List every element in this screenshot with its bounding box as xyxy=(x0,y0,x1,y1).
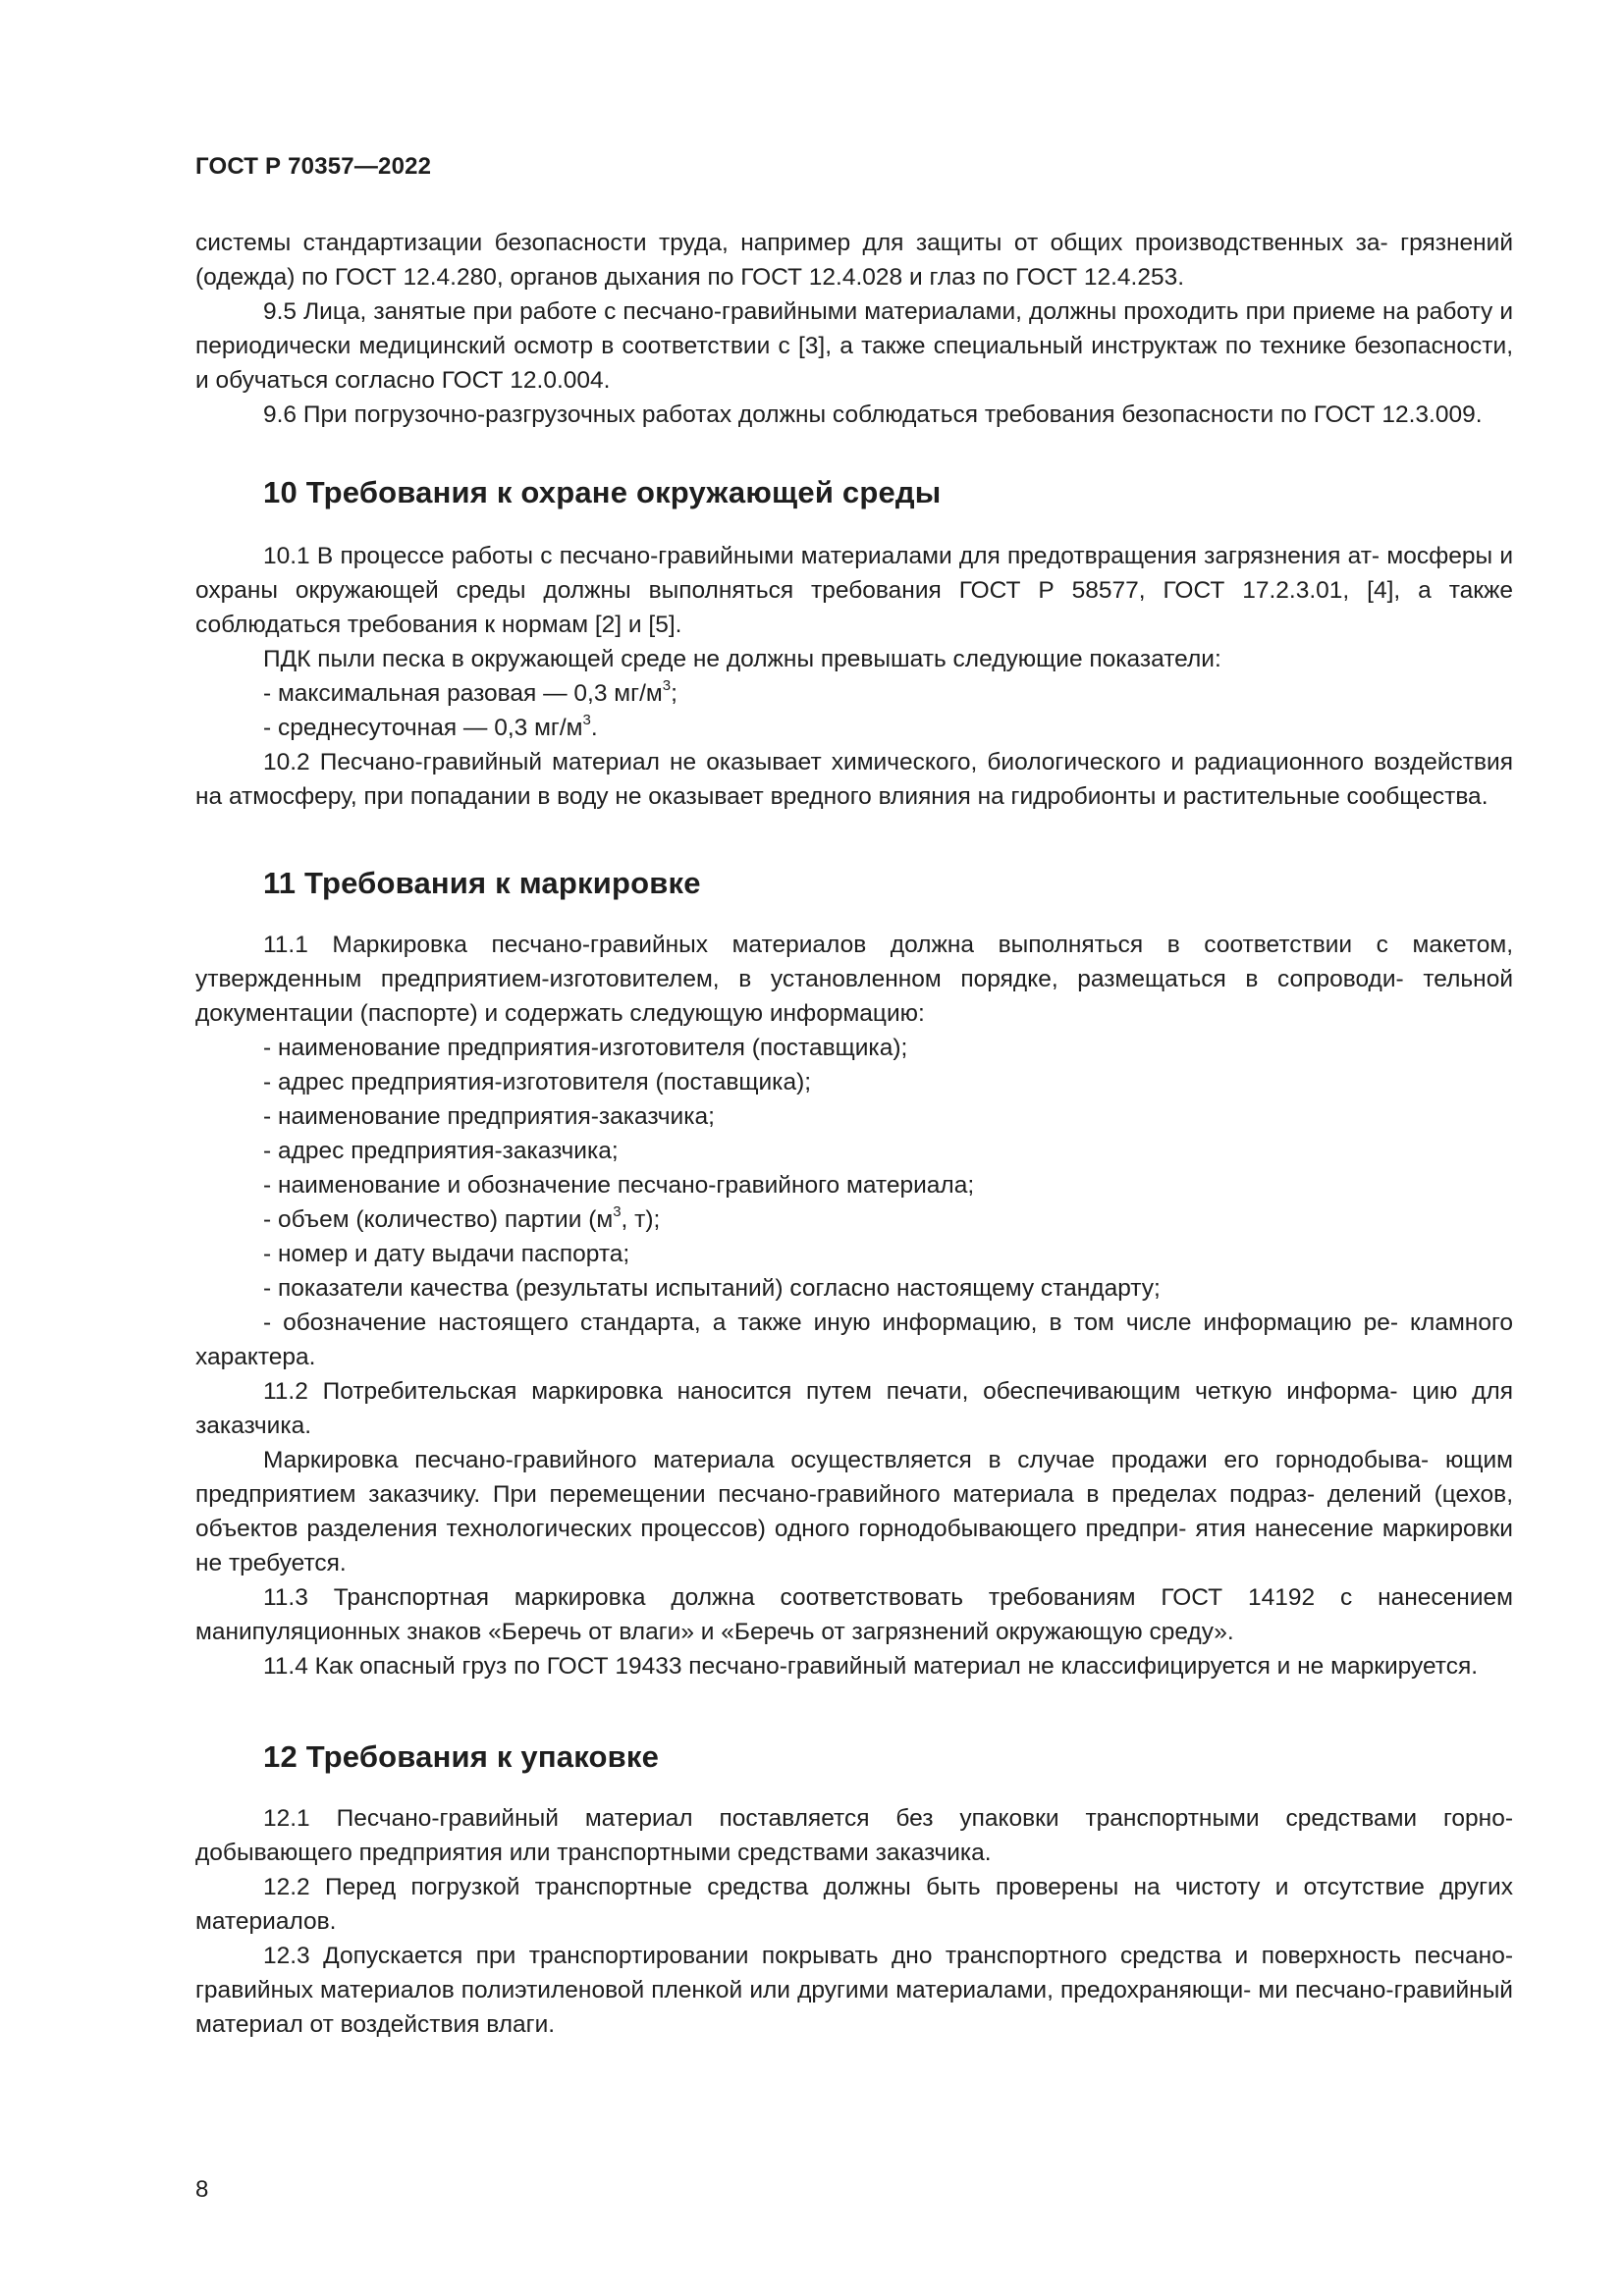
text-line: 11.2 Потребительская маркировка наносится путем печати, обеспечивающим четкую информа- xyxy=(263,1378,1398,1405)
text-line: кламного характера. xyxy=(195,1309,1513,1370)
section-12-heading: 12 Требования к упаковке xyxy=(263,1739,660,1774)
pdk-avg-item xyxy=(195,711,1513,745)
list-item: - наименование предприятия-изготовителя (поставщика); xyxy=(263,1035,908,1061)
punctuation: . xyxy=(590,715,598,741)
paragraph-10-2 xyxy=(195,745,1513,814)
text-line: 10.1 В процессе работы с песчано-гравийными материалами для предотвращения загрязнения ат- xyxy=(263,543,1380,569)
document-body xyxy=(195,226,1513,2042)
paragraph-10-1 xyxy=(195,539,1513,642)
paragraph-11-2-marking xyxy=(195,1443,1513,1580)
text-line: ГОСТ 12.3.009. xyxy=(1313,401,1483,428)
text-line: ми песчано-гравийный материал от воздействия влаги. xyxy=(195,1977,1513,2038)
page-number: 8 xyxy=(195,2176,209,2203)
text-line: добывающего предприятия или транспортными средствами заказчика. xyxy=(195,1840,992,1866)
paragraph-11-4 xyxy=(195,1649,1513,1683)
text-line: Маркировка песчано-гравийного материала осуществляется в случае продажи его горнодобыва- xyxy=(263,1447,1430,1473)
section-11-heading: 11 Требования к маркировке xyxy=(263,866,701,900)
text-line: цию для заказчика. xyxy=(195,1378,1513,1439)
volume-text-end: , т); xyxy=(621,1206,661,1233)
text-line: - обозначение настоящего стандарта, а также иную информацию, в том числе информацию ре- xyxy=(263,1309,1399,1336)
list-item: - наименование предприятия-заказчика; xyxy=(263,1103,715,1130)
text-line: 12.1 Песчано-гравийный материал поставляется без упаковки транспортными средствами горно- xyxy=(263,1805,1513,1832)
standard-designation: ГОСТ Р 70357—2022 xyxy=(195,153,432,180)
text-line: на работу и периодически медицинский осмотр в соответствии с [3], а также специальный инструктаж xyxy=(195,298,1513,359)
text-line: других материалов. xyxy=(195,1874,1513,1935)
text-line: 12.2 Перед погрузкой транспортные средства должны быть проверены на чистоту и отсутствие xyxy=(263,1874,1425,1900)
text-line: 11.1 Маркировка песчано-гравийных материалов должна выполняться в соответствии с макетом, xyxy=(263,932,1513,958)
punctuation: ; xyxy=(671,680,677,707)
text-line: по технике безопасности, и обучаться согласно ГОСТ 12.0.004. xyxy=(195,333,1513,394)
text-line: манипуляционных знаков «Беречь от влаги» и «Беречь от загрязнений окружающую среду». xyxy=(195,1619,1234,1645)
paragraph-12-2 xyxy=(195,1870,1513,1939)
pdk-intro: ПДК пыли песка в окружающей среде не должны превышать следующие показатели: xyxy=(263,646,1221,672)
text-line: утвержденным предприятием-изготовителем, в установленном порядке, размещаться в сопроводи- xyxy=(195,966,1404,992)
text-line: 9.5 Лица, занятые при работе с песчано-гравийными материалами, должны проходить при приеме xyxy=(263,298,1376,325)
volume-text: - объем (количество) партии (м xyxy=(263,1206,614,1233)
paragraph-11-3 xyxy=(195,1580,1513,1649)
text-line: грязнений (одежда) по ГОСТ 12.4.280, органов дыхания по ГОСТ 12.4.028 и глаз по ГОСТ 12.4.253. xyxy=(195,230,1514,291)
text-line: тельной документации (паспорте) и содержать следующую информацию: xyxy=(195,966,1514,1027)
list-item: - наименование и обозначение песчано-гравийного материала; xyxy=(263,1172,975,1199)
text-line: воздействия на атмосферу, при попадании в воду не оказывает вредного влияния на гидробионты и xyxy=(195,749,1513,810)
list-item: - показатели качества (результаты испытаний) согласно настоящему стандарту; xyxy=(263,1275,1161,1302)
list-item: - адрес предприятия-заказчика; xyxy=(263,1138,619,1164)
list-item-designation xyxy=(195,1306,1513,1374)
section-10-heading: 10 Требования к охране окружающей среды xyxy=(263,475,942,509)
paragraph-11-1 xyxy=(195,928,1513,1031)
paragraph-11-2 xyxy=(195,1374,1513,1443)
text-line: системы стандартизации безопасности труда, например для защиты от общих производственных за- xyxy=(195,230,1388,256)
text-line: 9.6 При погрузочно-разгрузочных работах должны соблюдаться требования безопасности по xyxy=(263,401,1307,428)
paragraph-12-3 xyxy=(195,1939,1513,2042)
text-line: 11.3 Транспортная маркировка должна соответствовать требованиям ГОСТ 14192 с нанесением xyxy=(263,1584,1513,1611)
paragraph-12-1 xyxy=(195,1801,1513,1870)
text-line: ятия нанесение маркировки не требуется. xyxy=(195,1516,1513,1576)
text-line: 12.3 Допускается при транспортировании покрывать дно транспортного средства и поверхность xyxy=(263,1943,1401,1969)
paragraph-9-5 xyxy=(195,294,1513,398)
list-item-volume xyxy=(195,1202,1513,1237)
section-10-body xyxy=(195,539,1513,814)
list-item: - адрес предприятия-изготовителя (поставщика); xyxy=(263,1069,812,1095)
text-line: растительные сообщества. xyxy=(1182,783,1489,810)
text-line: [4], а также соблюдаться требования к нормам [2] и [5]. xyxy=(195,577,1513,638)
superscript: 3 xyxy=(613,1202,622,1220)
superscript: 3 xyxy=(582,711,591,728)
text-line: делений (цехов, объектов разделения технологических процессов) одного горнодобывающего предпри- xyxy=(195,1481,1514,1542)
pdk-avg-text: - среднесуточная — 0,3 мг/м xyxy=(263,715,583,741)
section-12-body xyxy=(195,1801,1513,2042)
text-line: 10.2 Песчано-гравийный материал не оказывает химического, биологического и радиационного xyxy=(263,749,1365,775)
paragraph-9-6 xyxy=(195,398,1513,432)
text-line: 11.4 Как опасный груз по ГОСТ 19433 песчано-гравийный материал не классифицируется и не xyxy=(263,1653,1325,1680)
pdk-max-item xyxy=(195,676,1513,711)
text-line: маркируется. xyxy=(1330,1653,1479,1680)
section-9-continuation xyxy=(195,226,1513,432)
superscript: 3 xyxy=(662,676,672,694)
text-line: песчано-гравийных материалов полиэтиленовой пленкой или другими материалами, предохраняющи- xyxy=(195,1943,1513,2003)
text-line: ющим предприятием заказчику. При перемещении песчано-гравийного материала в пределах подраз- xyxy=(195,1447,1513,1508)
list-item: - номер и дату выдачи паспорта; xyxy=(263,1241,630,1267)
section-11-body xyxy=(195,928,1513,1683)
pdk-max-text: - максимальная разовая — 0,3 мг/м xyxy=(263,680,663,707)
paragraph-9-4-continuation xyxy=(195,226,1513,294)
text-line: мосферы и охраны окружающей среды должны выполняться требования ГОСТ Р 58577, ГОСТ 17.2.3.01, xyxy=(195,543,1514,604)
